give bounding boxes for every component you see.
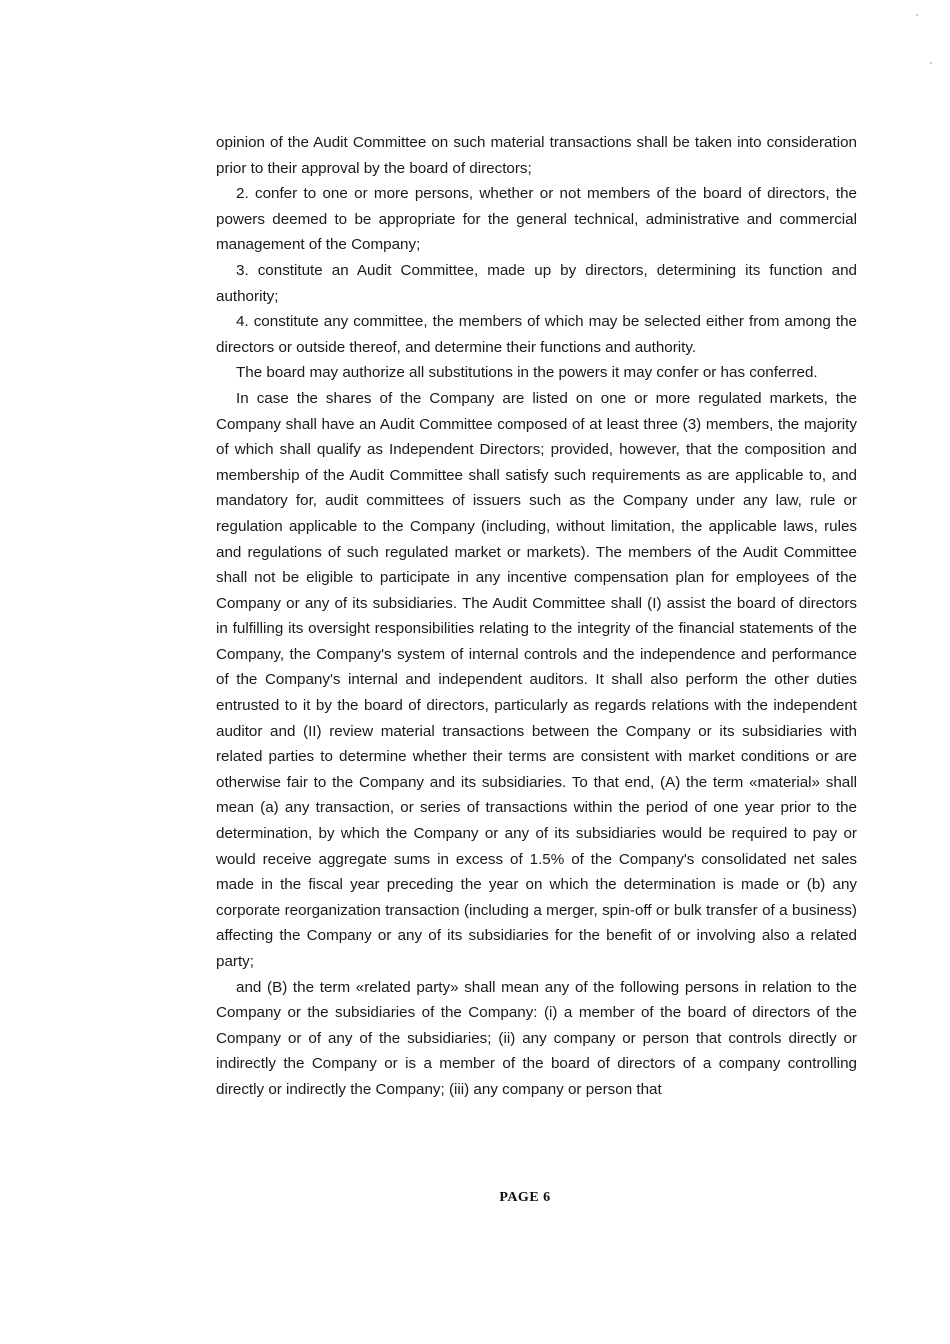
paragraph-2: 2. confer to one or more persons, whether or not members of the board of directors, the powers deemed to be appropriate for the general technical, administrative and commercial management of the Company;: [216, 185, 857, 254]
paragraph-7: and (B) the term «related party» shall mean any of the following persons in relation to the Company or the subsidiaries of the Company: (i) a member of the board of directors of the Company or of any of the subsidiaries; (ii) any company or person that controls directly or indirectly the Company or is a member of the board of directors of a company controlling directly or indirectly the Company; (iii) any company or person that: [216, 978, 857, 1098]
paragraph-5: The board may authorize all substitutions in the powers it may confer or has conferred.: [236, 364, 818, 382]
paragraph-6: In case the shares of the Company are listed on one or more regulated markets, the Company shall have an Audit Committee composed of at least three (3) members, the majority of which shall qualify as Independent Directors; provided, however, that the composition and membership of the Audit Committee shall satisfy such requirements as are applicable to, and mandatory for, audit committees of issuers such as the Company under any law, rule or regulation applicable to the Company (including, without limitation, the applicable laws, rules and regulations of such regulated market or markets). The members of the Audit Committee shall not be eligible to participate in any incentive compensation plan for employees of the Company or any of its subsidiaries. The Audit Committee shall (I) assist the board of directors in fulfilling its oversight responsibilities relating to the integrity of the financial statements of the Company, the Company's system of internal controls and the independence and performance of the Company's internal and independent auditors. It shall also perform the other duties entrusted to it by the board of directors, particularly as regards relations with the independent auditor and (II) review material transactions between the Company or its subsidiaries with related parties to determine whether their terms are consistent with market conditions or are otherwise fair to the Company and its subsidiaries. To that end, (A) the term «material» shall mean (a) any transaction, or series of transactions within the period of one year prior to the determination, by which the Company or any of its subsidiaries would be required to pay or would receive aggregate sums in excess of 1.5% of the Company's consolidated net sales made in the fiscal year preceding the year on which the determination is made or (b) any corporate reorganization transaction (including a merger, spin-off or bulk transfer of a business) affecting the Company or any of its subsidiaries for the benefit of or involving also a related party;: [216, 389, 857, 970]
paragraph-4: 4. constitute any committee, the members of which may be selected either from among the directors or outside thereof, and determine their functions and authority.: [216, 313, 857, 356]
paragraph-3: 3. constitute an Audit Committee, made up by directors, determining its function and authority;: [216, 261, 857, 305]
body-text: [216, 130, 857, 1103]
scan-speck: [930, 62, 932, 64]
paragraph-1: opinion of the Audit Committee on such material transactions shall be taken into consideration prior to their approval by the board of directors;: [216, 134, 857, 177]
scan-speck: [916, 14, 918, 16]
page-number: PAGE 6: [499, 1190, 551, 1205]
